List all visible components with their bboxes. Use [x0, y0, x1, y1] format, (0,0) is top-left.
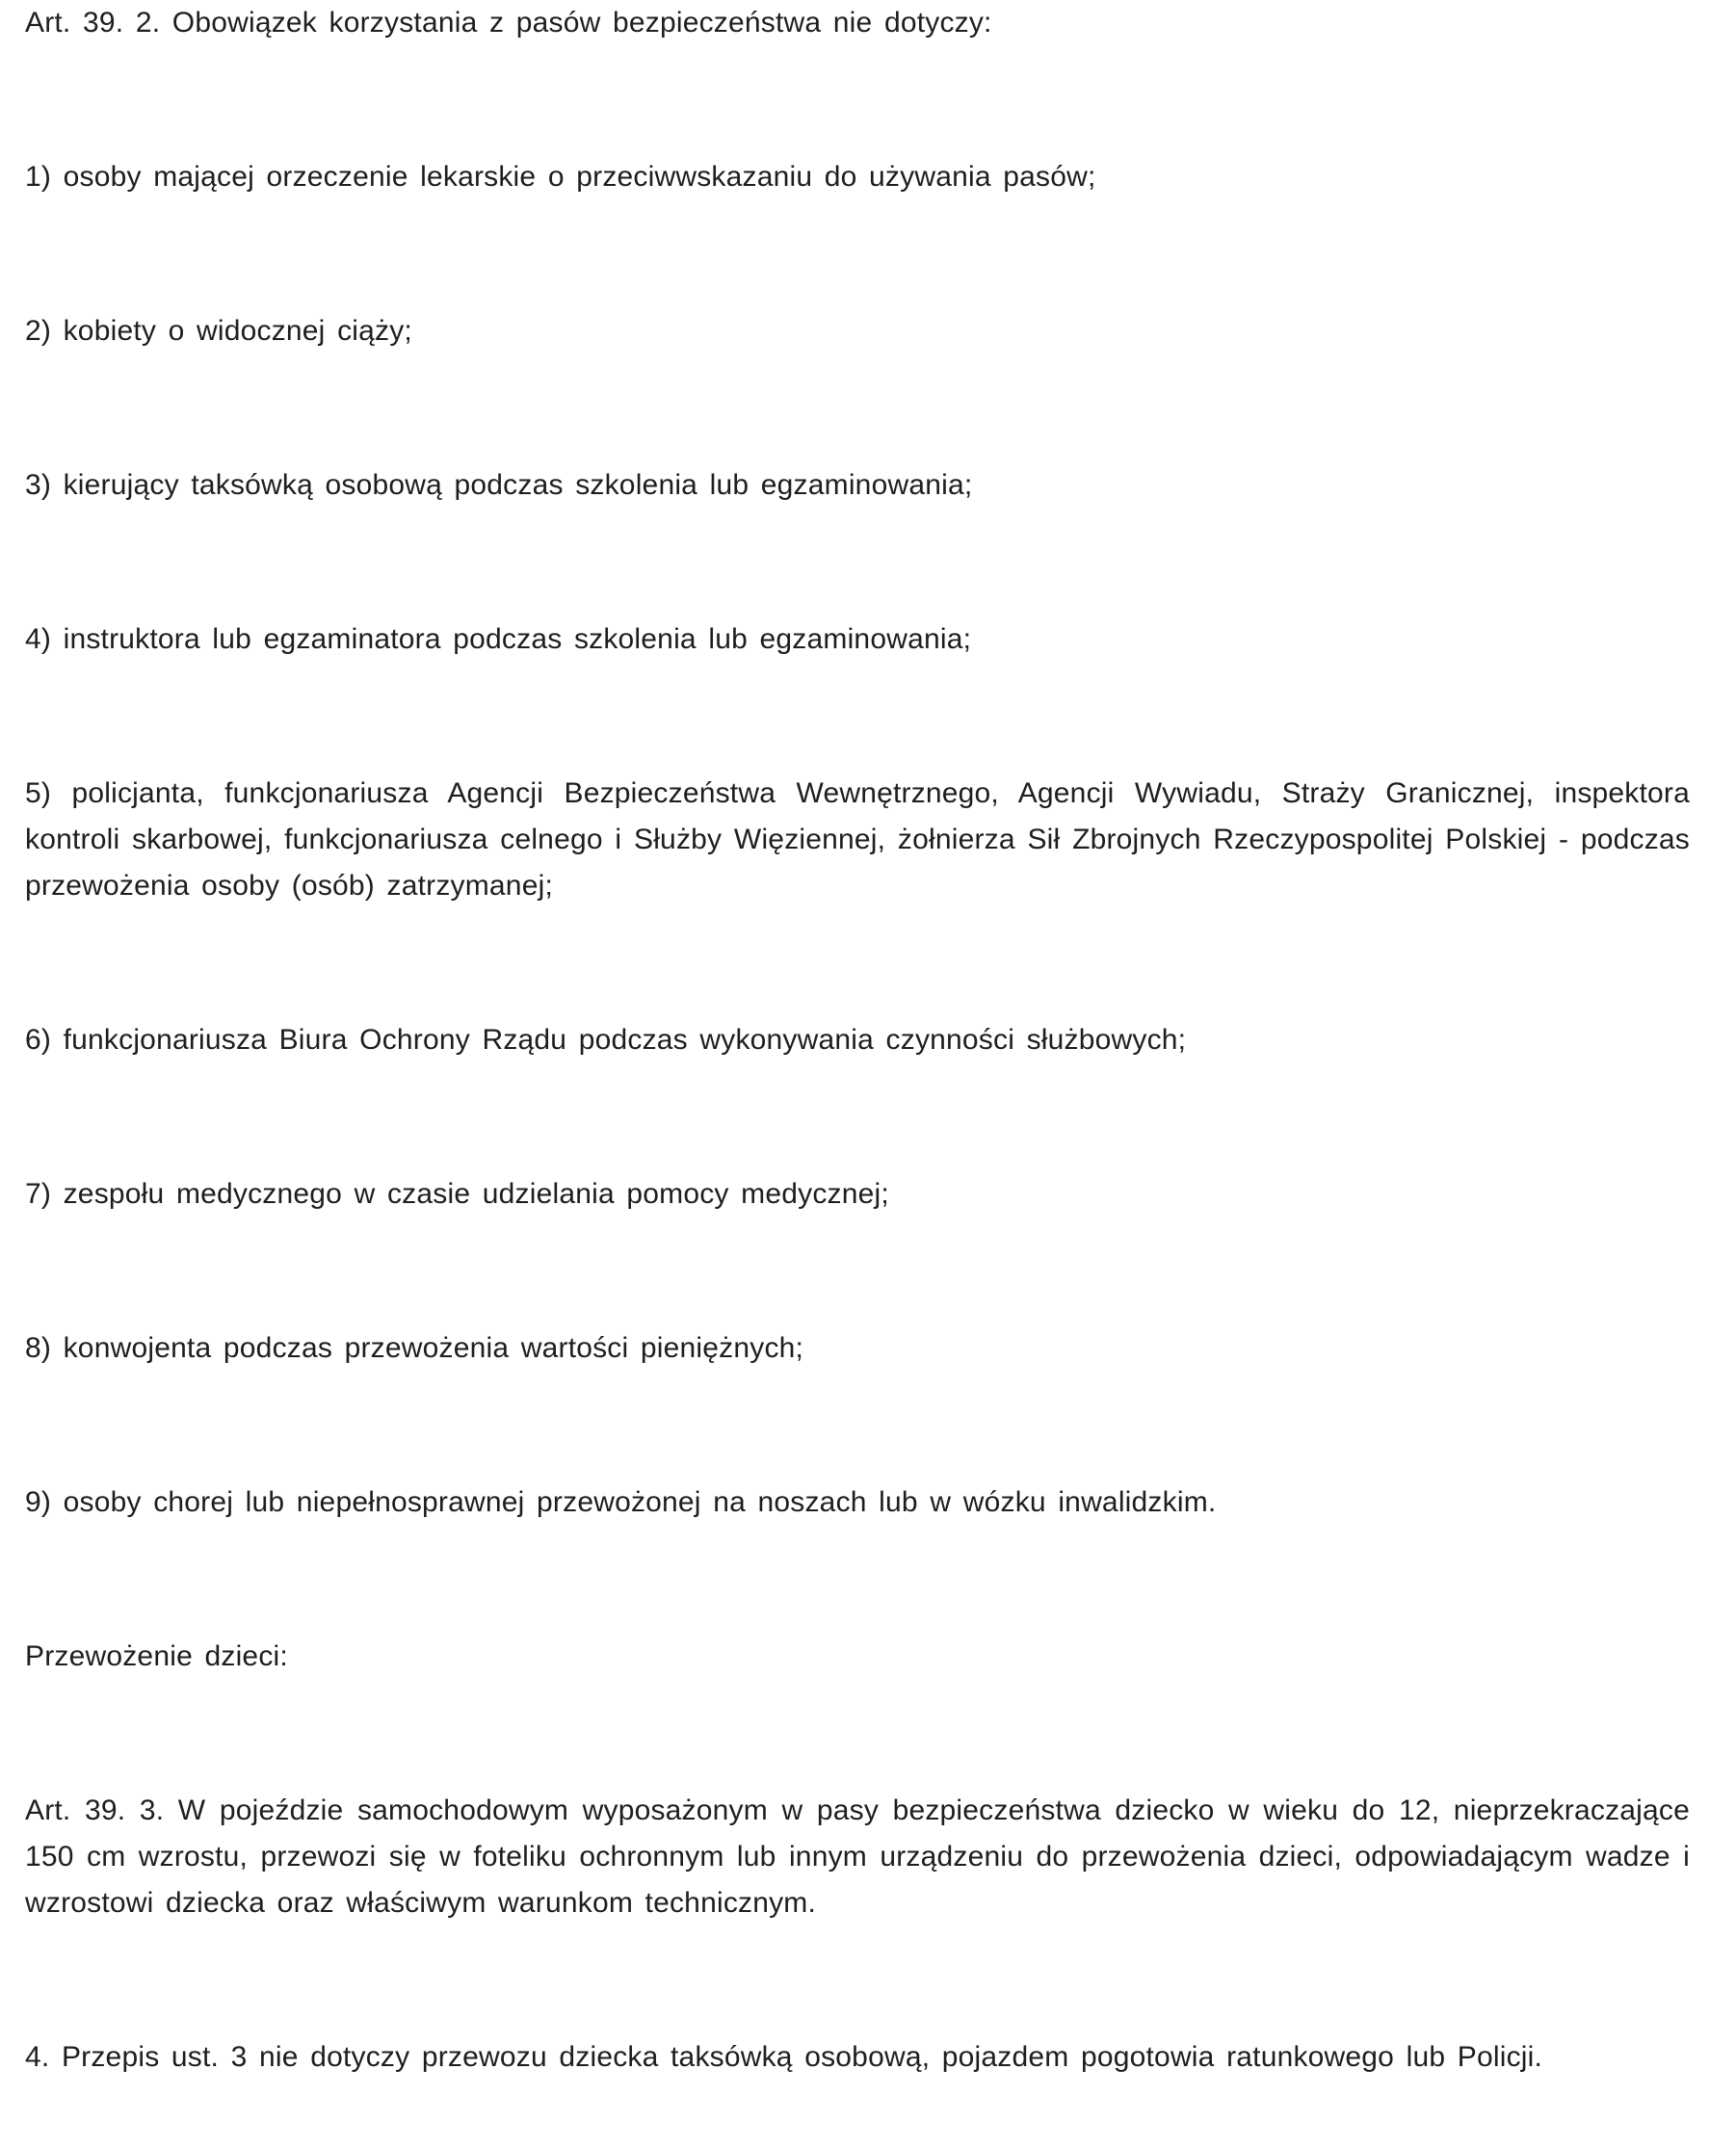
exemption-item-3: 3) kierujący taksówką osobową podczas szkolenia lub egzaminowania; — [25, 469, 973, 501]
exemption-item-4: 4) instruktora lub egzaminatora podczas szkolenia lub egzaminowania; — [25, 623, 972, 655]
section-heading-children: Przewożenie dzieci: — [25, 1640, 288, 1672]
article-39-4: 4. Przepis ust. 3 nie dotyczy przewozu dziecka taksówką osobową, pojazdem pogotowia ratunkowego lub Policji. — [25, 2041, 1543, 2073]
article-39-2-intro: Art. 39. 2. Obowiązek korzystania z pasów bezpieczeństwa nie dotyczy: — [25, 7, 992, 39]
exemption-item-9: 9) osoby chorej lub niepełnosprawnej przewożonej na noszach lub w wózku inwalidzkim. — [25, 1486, 1217, 1518]
exemption-item-6: 6) funkcjonariusza Biura Ochrony Rządu podczas wykonywania czynności służbowych; — [25, 1024, 1187, 1056]
exemption-item-7: 7) zespołu medycznego w czasie udzielania pomocy medycznej; — [25, 1178, 889, 1210]
exemption-item-5: 5) policjanta, funkcjonariusza Agencji Bezpieczeństwa Wewnętrznego, Agencji Wywiadu, Straży Granicznej, inspektora kontroli skarbowej, funkcjonariusza celnego i Służby Więziennej, żołnierza Sił Zbrojnych Rzeczypospolitej Polskiej - podczas przewożenia osoby (osób) zatrzymanej; — [25, 777, 1690, 902]
exemption-item-2: 2) kobiety o widocznej ciąży; — [25, 315, 412, 347]
article-39-3: Art. 39. 3. W pojeździe samochodowym wyposażonym w pasy bezpieczeństwa dziecko w wieku do 12, nieprzekraczające 150 cm wzrostu, przewozi się w foteliku ochronnym lub innym urządzeniu do przewożenia dzieci, odpowiadającym wadze i wzrostowi dziecka oraz właściwym warunkom technicznym. — [25, 1794, 1690, 1919]
exemption-item-8: 8) konwojenta podczas przewożenia wartości pieniężnych; — [25, 1332, 804, 1364]
exemption-item-1: 1) osoby mającej orzeczenie lekarskie o przeciwwskazaniu do używania pasów; — [25, 161, 1096, 193]
